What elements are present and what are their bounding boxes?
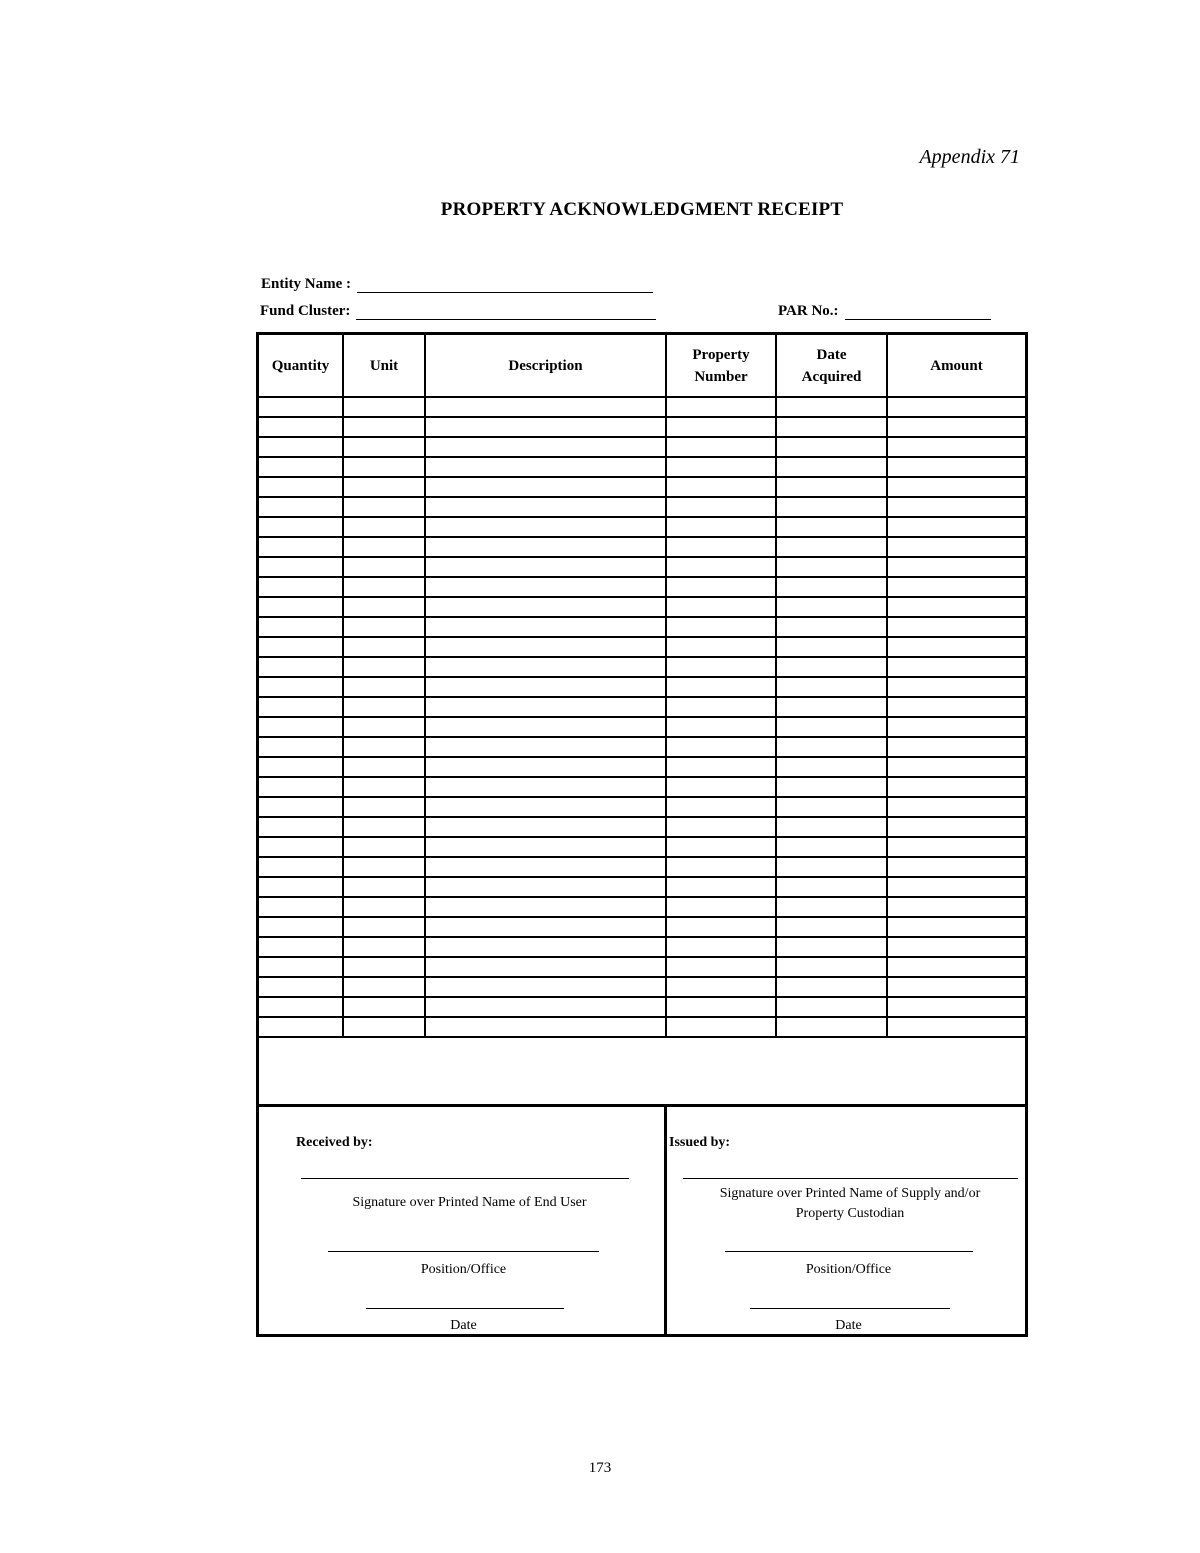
- table-cell[interactable]: [425, 577, 666, 597]
- table-cell[interactable]: [343, 777, 425, 797]
- table-cell[interactable]: [259, 877, 343, 897]
- table-cell[interactable]: [776, 537, 887, 557]
- table-cell[interactable]: [259, 997, 343, 1017]
- table-row: [259, 1017, 1025, 1037]
- table-cell[interactable]: [776, 637, 887, 657]
- table-cell[interactable]: [259, 1017, 343, 1037]
- table-cell[interactable]: [666, 837, 776, 857]
- table-cell[interactable]: [259, 537, 343, 557]
- table-cell[interactable]: [776, 817, 887, 837]
- table-row: [259, 557, 1025, 577]
- table-row: [259, 517, 1025, 537]
- table-cell[interactable]: [343, 617, 425, 637]
- table-row: [259, 637, 1025, 657]
- table-cell[interactable]: [259, 917, 343, 937]
- table-cell[interactable]: [425, 417, 666, 437]
- table-row: [259, 937, 1025, 957]
- par-no-field: [778, 303, 991, 320]
- fund-cluster-field: [260, 303, 656, 320]
- table-row: [259, 997, 1025, 1017]
- table-cell[interactable]: [343, 577, 425, 597]
- table-cell[interactable]: [666, 997, 776, 1017]
- table-cell[interactable]: [887, 997, 1025, 1017]
- table-cell[interactable]: [776, 997, 887, 1017]
- table-cell[interactable]: [666, 717, 776, 737]
- table-cell[interactable]: [776, 957, 887, 977]
- table-cell[interactable]: [343, 897, 425, 917]
- table-cell[interactable]: [776, 397, 887, 417]
- table-cell[interactable]: [887, 817, 1025, 837]
- table-cell[interactable]: [666, 817, 776, 837]
- table-cell[interactable]: [259, 397, 343, 417]
- table-cell[interactable]: [425, 497, 666, 517]
- items-table-body: [259, 397, 1025, 1037]
- table-cell[interactable]: [425, 657, 666, 677]
- table-row: [259, 757, 1025, 777]
- table-cell[interactable]: [776, 977, 887, 997]
- table-cell[interactable]: [776, 717, 887, 737]
- table-row: [259, 697, 1025, 717]
- table-cell[interactable]: [776, 897, 887, 917]
- page-number: 173: [588, 1460, 612, 1476]
- table-cell[interactable]: [887, 777, 1025, 797]
- table-cell[interactable]: [887, 837, 1025, 857]
- table-cell[interactable]: [259, 957, 343, 977]
- table-cell[interactable]: [343, 637, 425, 657]
- table-row: [259, 877, 1025, 897]
- table-cell[interactable]: [343, 817, 425, 837]
- table-cell[interactable]: [259, 697, 343, 717]
- table-cell[interactable]: [343, 797, 425, 817]
- table-cell[interactable]: [259, 497, 343, 517]
- table-cell[interactable]: [259, 657, 343, 677]
- table-cell[interactable]: [666, 457, 776, 477]
- table-cell[interactable]: [776, 517, 887, 537]
- table-row: [259, 597, 1025, 617]
- table-cell[interactable]: [887, 437, 1025, 457]
- table-cell[interactable]: [259, 517, 343, 537]
- table-cell[interactable]: [887, 657, 1025, 677]
- issued-signature-line[interactable]: [683, 1178, 1018, 1179]
- table-cell[interactable]: [887, 517, 1025, 537]
- table-cell[interactable]: [425, 517, 666, 537]
- table-cell[interactable]: [887, 697, 1025, 717]
- table-cell[interactable]: [425, 997, 666, 1017]
- receipt-form: [256, 332, 1028, 1337]
- table-cell[interactable]: [776, 477, 887, 497]
- table-row: [259, 837, 1025, 857]
- table-cell[interactable]: [776, 617, 887, 637]
- issued-signature-caption: Signature over Printed Name of Supply and/or Property Custodian: [719, 1186, 981, 1221]
- table-cell[interactable]: [887, 797, 1025, 817]
- received-position-caption: Position/Office: [420, 1262, 507, 1277]
- table-cell[interactable]: [343, 517, 425, 537]
- table-row: [259, 817, 1025, 837]
- table-cell[interactable]: [776, 677, 887, 697]
- table-cell[interactable]: [343, 857, 425, 877]
- table-row: [259, 437, 1025, 457]
- table-row: [259, 957, 1025, 977]
- table-cell[interactable]: [425, 617, 666, 637]
- table-cell[interactable]: [425, 737, 666, 757]
- received-date-caption: Date: [450, 1318, 477, 1333]
- table-row: [259, 657, 1025, 677]
- signature-section: [259, 1104, 1025, 1334]
- table-cell[interactable]: [343, 657, 425, 677]
- table-cell[interactable]: [887, 717, 1025, 737]
- table-cell[interactable]: [666, 777, 776, 797]
- table-cell[interactable]: [776, 437, 887, 457]
- table-cell[interactable]: [887, 637, 1025, 657]
- table-cell[interactable]: [887, 617, 1025, 637]
- issued-date-line[interactable]: [750, 1308, 950, 1309]
- table-cell[interactable]: [776, 837, 887, 857]
- table-cell[interactable]: [776, 797, 887, 817]
- table-cell[interactable]: [425, 557, 666, 577]
- table-cell[interactable]: [343, 1017, 425, 1037]
- table-cell[interactable]: [666, 477, 776, 497]
- table-cell[interactable]: [666, 437, 776, 457]
- received-date-line[interactable]: [366, 1308, 564, 1309]
- table-cell[interactable]: [259, 937, 343, 957]
- table-cell[interactable]: [259, 857, 343, 877]
- table-cell[interactable]: [666, 757, 776, 777]
- table-cell[interactable]: [425, 477, 666, 497]
- table-cell[interactable]: [776, 417, 887, 437]
- table-cell[interactable]: [259, 457, 343, 477]
- table-cell[interactable]: [343, 397, 425, 417]
- table-row: [259, 677, 1025, 697]
- table-cell[interactable]: [343, 437, 425, 457]
- table-cell[interactable]: [343, 597, 425, 617]
- table-cell[interactable]: [343, 697, 425, 717]
- table-cell[interactable]: [666, 1017, 776, 1037]
- table-cell[interactable]: [666, 597, 776, 617]
- table-cell[interactable]: [425, 757, 666, 777]
- table-cell[interactable]: [666, 677, 776, 697]
- par-no-label: PAR No.:: [778, 303, 839, 319]
- table-cell[interactable]: [666, 517, 776, 537]
- table-cell[interactable]: [887, 477, 1025, 497]
- table-cell[interactable]: [776, 597, 887, 617]
- table-cell[interactable]: [425, 797, 666, 817]
- header-unit: Unit: [343, 335, 425, 397]
- table-cell[interactable]: [887, 577, 1025, 597]
- table-row: [259, 717, 1025, 737]
- table-cell[interactable]: [343, 557, 425, 577]
- form-title: PROPERTY ACKNOWLEDGMENT RECEIPT: [440, 199, 844, 220]
- table-cell[interactable]: [425, 857, 666, 877]
- table-cell[interactable]: [425, 457, 666, 477]
- table-row: [259, 917, 1025, 937]
- table-row: [259, 897, 1025, 917]
- table-cell[interactable]: [425, 917, 666, 937]
- table-cell[interactable]: [666, 957, 776, 977]
- fund-cluster-blank[interactable]: [356, 305, 656, 320]
- table-cell[interactable]: [425, 437, 666, 457]
- table-cell[interactable]: [343, 957, 425, 977]
- table-cell[interactable]: [776, 497, 887, 517]
- table-cell[interactable]: [666, 877, 776, 897]
- table-cell[interactable]: [666, 917, 776, 937]
- table-cell[interactable]: [259, 437, 343, 457]
- table-cell[interactable]: [259, 597, 343, 617]
- table-cell[interactable]: [343, 757, 425, 777]
- table-cell[interactable]: [343, 417, 425, 437]
- header-property-number: Property Number: [666, 335, 776, 397]
- header-quantity: Quantity: [259, 335, 343, 397]
- table-cell[interactable]: [666, 977, 776, 997]
- table-cell[interactable]: [259, 617, 343, 637]
- table-cell[interactable]: [887, 597, 1025, 617]
- table-cell[interactable]: [666, 557, 776, 577]
- appendix-label: Appendix 71: [919, 146, 1020, 168]
- table-cell[interactable]: [343, 457, 425, 477]
- table-cell[interactable]: [776, 757, 887, 777]
- table-cell[interactable]: [776, 737, 887, 757]
- table-cell[interactable]: [259, 777, 343, 797]
- table-cell[interactable]: [887, 537, 1025, 557]
- table-row: [259, 417, 1025, 437]
- table-cell[interactable]: [425, 877, 666, 897]
- table-cell[interactable]: [776, 457, 887, 477]
- table-cell[interactable]: [343, 717, 425, 737]
- table-cell[interactable]: [887, 557, 1025, 577]
- table-cell[interactable]: [425, 717, 666, 737]
- table-row: [259, 857, 1025, 877]
- table-cell[interactable]: [666, 737, 776, 757]
- table-cell[interactable]: [887, 457, 1025, 477]
- table-cell[interactable]: [425, 957, 666, 977]
- table-cell[interactable]: [425, 837, 666, 857]
- table-cell[interactable]: [259, 897, 343, 917]
- table-cell[interactable]: [425, 597, 666, 617]
- table-cell[interactable]: [666, 537, 776, 557]
- table-row: [259, 497, 1025, 517]
- table-cell[interactable]: [259, 817, 343, 837]
- table-row: [259, 477, 1025, 497]
- table-cell[interactable]: [887, 677, 1025, 697]
- par-no-blank[interactable]: [845, 305, 991, 320]
- table-cell[interactable]: [776, 917, 887, 937]
- table-cell[interactable]: [887, 737, 1025, 757]
- received-position-line[interactable]: [328, 1251, 599, 1252]
- table-cell[interactable]: [776, 697, 887, 717]
- table-cell[interactable]: [259, 757, 343, 777]
- table-row: [259, 577, 1025, 597]
- table-cell[interactable]: [425, 537, 666, 557]
- table-cell[interactable]: [887, 877, 1025, 897]
- table-cell[interactable]: [343, 997, 425, 1017]
- table-cell[interactable]: [666, 617, 776, 637]
- table-cell[interactable]: [887, 397, 1025, 417]
- table-cell[interactable]: [343, 877, 425, 897]
- table-cell[interactable]: [259, 797, 343, 817]
- table-cell[interactable]: [425, 937, 666, 957]
- table-cell[interactable]: [259, 477, 343, 497]
- table-cell[interactable]: [776, 777, 887, 797]
- table-cell[interactable]: [259, 637, 343, 657]
- header-date-acquired: Date Acquired: [776, 335, 887, 397]
- table-cell[interactable]: [776, 577, 887, 597]
- issued-position-caption: Position/Office: [805, 1262, 892, 1277]
- items-table: [259, 335, 1025, 1038]
- table-cell[interactable]: [776, 857, 887, 877]
- table-cell[interactable]: [425, 677, 666, 697]
- table-cell[interactable]: [343, 537, 425, 557]
- table-cell[interactable]: [343, 677, 425, 697]
- table-cell[interactable]: [425, 977, 666, 997]
- table-row: [259, 797, 1025, 817]
- table-row: [259, 537, 1025, 557]
- table-cell[interactable]: [343, 477, 425, 497]
- table-cell[interactable]: [887, 417, 1025, 437]
- table-cell[interactable]: [259, 577, 343, 597]
- table-cell[interactable]: [666, 937, 776, 957]
- table-cell[interactable]: [259, 717, 343, 737]
- entity-name-field: [261, 276, 653, 293]
- table-cell[interactable]: [259, 677, 343, 697]
- table-row: [259, 777, 1025, 797]
- table-cell[interactable]: [343, 497, 425, 517]
- received-signature-caption: Signature over Printed Name of End User: [352, 1195, 587, 1210]
- received-by-panel: [259, 1107, 667, 1334]
- table-cell[interactable]: [343, 937, 425, 957]
- table-cell[interactable]: [425, 897, 666, 917]
- table-cell[interactable]: [776, 557, 887, 577]
- table-cell[interactable]: [666, 397, 776, 417]
- table-cell[interactable]: [259, 977, 343, 997]
- entity-name-label: Entity Name :: [261, 276, 351, 292]
- table-cell[interactable]: [666, 497, 776, 517]
- table-cell[interactable]: [666, 697, 776, 717]
- table-cell[interactable]: [425, 637, 666, 657]
- table-cell[interactable]: [666, 637, 776, 657]
- table-cell[interactable]: [343, 917, 425, 937]
- table-row: [259, 977, 1025, 997]
- table-cell[interactable]: [343, 737, 425, 757]
- issued-by-panel: [667, 1107, 1025, 1334]
- table-cell[interactable]: [343, 837, 425, 857]
- header-description: Description: [425, 335, 666, 397]
- table-cell[interactable]: [666, 857, 776, 877]
- table-cell[interactable]: [666, 417, 776, 437]
- table-cell[interactable]: [887, 957, 1025, 977]
- table-cell[interactable]: [425, 697, 666, 717]
- table-cell[interactable]: [343, 977, 425, 997]
- received-by-label: Received by:: [296, 1135, 373, 1150]
- table-row: [259, 397, 1025, 417]
- issued-by-label: Issued by:: [669, 1135, 731, 1150]
- table-cell[interactable]: [887, 977, 1025, 997]
- table-cell[interactable]: [425, 817, 666, 837]
- table-row: [259, 457, 1025, 477]
- table-cell[interactable]: [776, 877, 887, 897]
- table-cell[interactable]: [776, 1017, 887, 1037]
- table-cell[interactable]: [887, 857, 1025, 877]
- fund-cluster-label: Fund Cluster:: [260, 303, 351, 319]
- header-amount: Amount: [887, 335, 1025, 397]
- table-cell[interactable]: [887, 1017, 1025, 1037]
- table-cell[interactable]: [666, 797, 776, 817]
- table-cell[interactable]: [425, 1017, 666, 1037]
- table-cell[interactable]: [776, 937, 887, 957]
- entity-name-blank[interactable]: [357, 278, 653, 293]
- table-cell[interactable]: [666, 657, 776, 677]
- table-cell[interactable]: [259, 417, 343, 437]
- table-cell[interactable]: [887, 897, 1025, 917]
- table-cell[interactable]: [887, 497, 1025, 517]
- table-cell[interactable]: [425, 397, 666, 417]
- table-cell[interactable]: [259, 557, 343, 577]
- table-cell[interactable]: [776, 657, 887, 677]
- table-cell[interactable]: [666, 577, 776, 597]
- table-cell[interactable]: [887, 937, 1025, 957]
- table-cell[interactable]: [425, 777, 666, 797]
- issued-date-caption: Date: [835, 1318, 862, 1333]
- table-row: [259, 617, 1025, 637]
- table-row: [259, 737, 1025, 757]
- received-signature-line[interactable]: [301, 1178, 629, 1179]
- table-cell[interactable]: [887, 917, 1025, 937]
- table-cell[interactable]: [666, 897, 776, 917]
- table-cell[interactable]: [259, 837, 343, 857]
- table-cell[interactable]: [887, 757, 1025, 777]
- issued-position-line[interactable]: [725, 1251, 973, 1252]
- table-cell[interactable]: [259, 737, 343, 757]
